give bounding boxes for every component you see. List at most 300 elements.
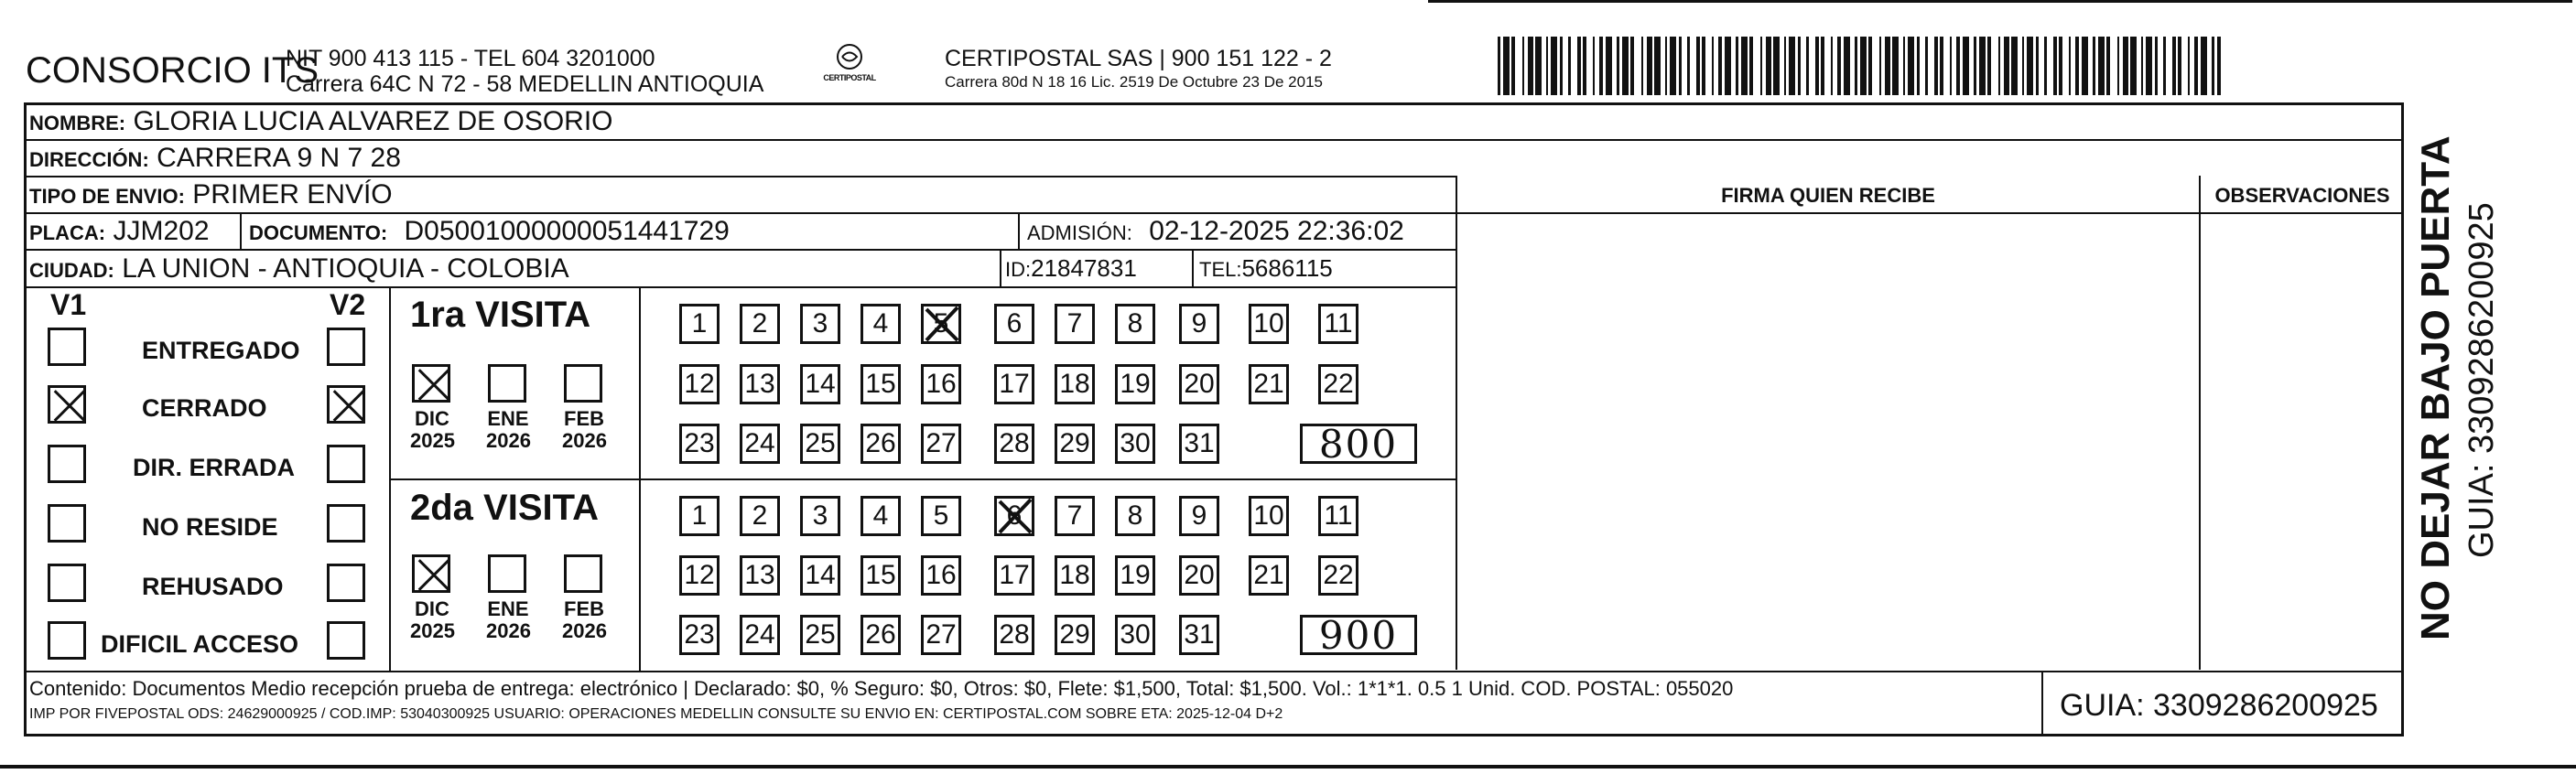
- day-number: 22: [1323, 560, 1354, 590]
- barcode-bar: [1998, 37, 2000, 95]
- barcode-bar: [2155, 37, 2158, 95]
- barcode-bar: [1606, 37, 1612, 95]
- tel-value: 5686115: [1241, 254, 1333, 282]
- barcode-bar: [2212, 37, 2214, 95]
- day-number: 11: [1324, 500, 1353, 531]
- day-box[interactable]: [679, 615, 720, 655]
- day-box[interactable]: [921, 424, 961, 464]
- day-box[interactable]: [1318, 304, 1358, 344]
- barcode-bar: [1885, 37, 1890, 95]
- day-number: 17: [999, 369, 1030, 399]
- barcode-bar: [2022, 37, 2024, 95]
- barcode-bar: [1844, 37, 1850, 95]
- barcode-bar: [2217, 37, 2221, 95]
- v2-checkbox[interactable]: [327, 621, 365, 660]
- barcode-bar: [1654, 37, 1661, 95]
- barcode-bar: [1815, 37, 1819, 95]
- bottom-rule: [0, 765, 2576, 769]
- barcode-bar: [1821, 37, 1824, 95]
- barcode-bar: [2036, 37, 2039, 95]
- barcode-bar: [1687, 37, 1690, 95]
- barcode-bar: [1766, 37, 1771, 95]
- month-year: 2026: [486, 429, 531, 452]
- barcode-bar: [1560, 37, 1563, 95]
- v1-checkbox[interactable]: [48, 328, 86, 366]
- barcode-bar: [1617, 37, 1619, 95]
- barcode-bar: [1522, 37, 1524, 95]
- day-number: 25: [805, 619, 836, 650]
- day-number: 3: [812, 308, 828, 339]
- day-number: 1: [691, 500, 708, 531]
- day-number: 18: [1059, 369, 1090, 399]
- v1-checkbox[interactable]: [48, 445, 86, 483]
- v2-checkbox[interactable]: [327, 328, 365, 366]
- row-line: [24, 286, 1456, 288]
- day-number: 24: [744, 619, 775, 650]
- day-box[interactable]: [1115, 364, 1155, 404]
- barcode-bar: [2146, 37, 2152, 95]
- day-box[interactable]: [800, 555, 840, 596]
- barcode-bar: [1837, 37, 1841, 95]
- barcode-bar: [1583, 37, 1586, 95]
- tel-label: TEL:: [1199, 258, 1242, 281]
- id-value: 21847831: [1031, 254, 1137, 282]
- barcode-bar: [1956, 37, 1960, 95]
- placa-value: JJM202: [113, 216, 210, 246]
- barcode-bar: [2178, 37, 2181, 95]
- barcode-bar: [1784, 37, 1786, 95]
- day-box[interactable]: [921, 496, 961, 536]
- day-number: 3: [812, 500, 828, 531]
- carrier-address: Carrera 80d N 18 16 Lic. 2519 De Octubre 23 De 2015: [945, 73, 1323, 91]
- barcode-bar: [1987, 37, 1991, 95]
- barcode-bar: [1925, 37, 1928, 95]
- day-number: 14: [805, 369, 836, 399]
- barcode-bar: [1950, 37, 1952, 95]
- day-number: 29: [1059, 619, 1090, 650]
- footer-imp: IMP POR FIVEPOSTAL ODS: 24629000925 / COD.IMP: 53040300925 USUARIO: OPERACIONES MEDELLIN CONSULTE SU ENVIO EN: CERTIPOSTAL.COM SOBRE ETA: 2025-12-04 D+2: [29, 706, 1283, 722]
- day-number: 31: [1184, 428, 1215, 458]
- day-number: 12: [684, 560, 715, 590]
- day-number: 1: [691, 308, 708, 339]
- barcode-bar: [1749, 37, 1753, 95]
- day-box[interactable]: [1318, 496, 1358, 536]
- day-number: 6: [1006, 500, 1023, 531]
- day-number: 19: [1120, 560, 1151, 590]
- day-number: 23: [684, 619, 715, 650]
- day-box[interactable]: [1115, 555, 1155, 596]
- month-checkbox[interactable]: [488, 364, 526, 403]
- month-label: [562, 598, 606, 642]
- barcode-bar: [1760, 37, 1762, 95]
- day-box[interactable]: [800, 424, 840, 464]
- firma-header: FIRMA QUIEN RECIBE: [1721, 184, 1935, 207]
- day-box[interactable]: [994, 555, 1034, 596]
- day-box[interactable]: [1115, 496, 1155, 536]
- barcode-bar: [2194, 37, 2198, 95]
- day-number: 15: [865, 560, 896, 590]
- obs-divider: [2199, 176, 2201, 670]
- barcode-bar: [1670, 37, 1676, 95]
- side-guia-text: GUIA: 3309286200925: [2462, 202, 2501, 558]
- month-checkbox[interactable]: [488, 554, 526, 593]
- row-line: [24, 212, 2404, 214]
- barcode: [1498, 37, 2221, 95]
- carrier-name: CERTIPOSTAL SAS | 900 151 122 - 2: [945, 46, 1332, 71]
- tel-divider: [1192, 249, 1194, 286]
- barcode-bar: [2011, 37, 2018, 95]
- v1-checkbox[interactable]: [48, 621, 86, 660]
- section-divider: [1456, 176, 1457, 670]
- barcode-bar: [1773, 37, 1780, 95]
- day-number: 7: [1066, 500, 1083, 531]
- tipo-label: TIPO DE ENVIO:: [29, 185, 185, 208]
- day-box[interactable]: [921, 364, 961, 404]
- barcode-bar: [1974, 37, 1976, 95]
- barcode-bar: [1855, 37, 1857, 95]
- id-divider: [1000, 249, 1001, 286]
- direccion-value: CARRERA 9 N 7 28: [157, 143, 401, 173]
- month-name: FEB: [564, 597, 604, 620]
- month-name: ENE: [487, 597, 529, 620]
- month-label: [410, 598, 454, 642]
- day-box[interactable]: [1318, 555, 1358, 596]
- day-number: 12: [684, 369, 715, 399]
- barcode-bar: [1577, 37, 1581, 95]
- day-number: 14: [805, 560, 836, 590]
- month-year: 2025: [410, 429, 455, 452]
- month-name: DIC: [415, 597, 449, 620]
- day-box[interactable]: [740, 304, 780, 344]
- nombre-value: GLORIA LUCIA ALVAREZ DE OSORIO: [133, 106, 613, 136]
- admision-divider: [1018, 212, 1020, 249]
- day-box[interactable]: [740, 424, 780, 464]
- status-label: DIR. ERRADA: [133, 454, 296, 481]
- barcode-bar: [2069, 37, 2071, 95]
- day-number: 11: [1324, 308, 1353, 339]
- id-cell: [1005, 254, 1137, 283]
- day-number: 17: [999, 560, 1030, 590]
- month-checkbox[interactable]: [412, 364, 450, 403]
- day-box[interactable]: [921, 304, 961, 344]
- status-label: REHUSADO: [142, 573, 284, 600]
- status-label: DIFICIL ACCESO: [101, 630, 299, 658]
- day-number: 20: [1184, 369, 1215, 399]
- month-checkbox[interactable]: [412, 554, 450, 593]
- day-number: 9: [1191, 500, 1207, 531]
- day-box[interactable]: [800, 364, 840, 404]
- documento-label: DOCUMENTO:: [249, 221, 388, 244]
- day-number: 19: [1120, 369, 1151, 399]
- day-number: 31: [1184, 619, 1215, 650]
- handwritten-time: 900: [1318, 612, 1399, 658]
- day-number: 25: [805, 428, 836, 458]
- day-box[interactable]: [1318, 364, 1358, 404]
- barcode-bar: [1498, 37, 1500, 95]
- day-number: 24: [744, 428, 775, 458]
- barcode-bar: [1940, 37, 1943, 95]
- v2-checkbox[interactable]: [327, 445, 365, 483]
- day-box[interactable]: [860, 304, 901, 344]
- day-box[interactable]: [740, 364, 780, 404]
- day-number: 2: [752, 500, 768, 531]
- day-box[interactable]: [860, 496, 901, 536]
- barcode-bar: [1741, 37, 1748, 95]
- handwritten-time: 800: [1318, 421, 1399, 467]
- day-box[interactable]: [1249, 304, 1289, 344]
- day-number: 26: [865, 619, 896, 650]
- handwritten-time-box[interactable]: [1300, 612, 1417, 658]
- day-number: 30: [1120, 428, 1151, 458]
- day-box[interactable]: [921, 555, 961, 596]
- barcode-bar: [2130, 37, 2137, 95]
- day-number: 4: [872, 308, 889, 339]
- visit-grid-divider: [639, 286, 641, 671]
- ciudad-value: LA UNION - ANTIOQUIA - COLOBIA: [122, 253, 569, 284]
- day-box[interactable]: [1179, 615, 1219, 655]
- first-visit-title: 1ra VISITA: [410, 295, 591, 335]
- month-label: [562, 408, 606, 452]
- top-rule: [1428, 0, 2572, 3]
- barcode-bar: [2117, 37, 2119, 95]
- footer-guia: GUIA: 3309286200925: [2060, 688, 2378, 723]
- day-box[interactable]: [740, 555, 780, 596]
- day-box[interactable]: [994, 424, 1034, 464]
- month-year: 2026: [562, 619, 607, 642]
- barcode-bar: [1879, 37, 1881, 95]
- barcode-bar: [1963, 37, 1969, 95]
- barcode-bar: [1546, 37, 1548, 95]
- day-box[interactable]: [994, 496, 1034, 536]
- day-box[interactable]: [679, 304, 720, 344]
- day-box[interactable]: [1115, 304, 1155, 344]
- day-number: 4: [872, 500, 889, 531]
- barcode-bar: [2053, 37, 2057, 95]
- documento-cell: [249, 216, 730, 247]
- day-box[interactable]: [1249, 496, 1289, 536]
- placa-label: PLACA:: [29, 221, 106, 244]
- day-number: 20: [1184, 560, 1215, 590]
- day-box[interactable]: [1179, 555, 1219, 596]
- barcode-bar: [1979, 37, 1986, 95]
- day-box[interactable]: [1179, 364, 1219, 404]
- day-number: 27: [925, 428, 957, 458]
- day-number: 21: [1253, 369, 1284, 399]
- tipo-value: PRIMER ENVÍO: [192, 179, 393, 210]
- day-number: 15: [865, 369, 896, 399]
- barcode-bar: [1551, 37, 1557, 95]
- day-box[interactable]: [1055, 496, 1095, 536]
- row-line: [24, 249, 1456, 251]
- barcode-bar: [1528, 37, 1533, 95]
- day-check-mark: [921, 304, 961, 344]
- day-number: 10: [1253, 500, 1284, 531]
- day-box[interactable]: [860, 364, 901, 404]
- footer-guia-divider: [2041, 671, 2043, 736]
- day-box[interactable]: [860, 555, 901, 596]
- day-box[interactable]: [679, 555, 720, 596]
- day-box[interactable]: [860, 615, 901, 655]
- day-number: 8: [1127, 308, 1143, 339]
- barcode-bar: [2123, 37, 2128, 95]
- day-number: 22: [1323, 369, 1354, 399]
- tipo-row: [29, 179, 393, 210]
- day-box[interactable]: [1055, 424, 1095, 464]
- barcode-bar: [1860, 37, 1867, 95]
- barcode-bar: [1712, 37, 1714, 95]
- day-box[interactable]: [740, 615, 780, 655]
- id-label: ID:: [1005, 258, 1032, 281]
- status-label: CERRADO: [142, 394, 267, 422]
- day-number: 26: [865, 428, 896, 458]
- day-number: 29: [1059, 428, 1090, 458]
- day-number: 10: [1253, 308, 1284, 339]
- day-box[interactable]: [1249, 555, 1289, 596]
- day-box[interactable]: [1179, 304, 1219, 344]
- day-number: 18: [1059, 560, 1090, 590]
- direccion-label: DIRECCIÓN:: [29, 148, 149, 171]
- admision-cell: [1027, 216, 1404, 247]
- day-box[interactable]: [1115, 424, 1155, 464]
- barcode-bar: [2141, 37, 2143, 95]
- day-box[interactable]: [1055, 364, 1095, 404]
- barcode-bar: [1903, 37, 1905, 95]
- day-number: 28: [999, 619, 1030, 650]
- logo-text: CERTIPOSTAL: [823, 73, 876, 82]
- day-box[interactable]: [860, 424, 901, 464]
- barcode-bar: [1622, 37, 1629, 95]
- day-number: 5: [933, 308, 949, 339]
- row-line: [24, 139, 2404, 141]
- ciudad-label: CIUDAD:: [29, 259, 114, 282]
- barcode-bar: [2075, 37, 2079, 95]
- barcode-bar: [1599, 37, 1603, 95]
- ciudad-cell: [29, 253, 569, 285]
- barcode-bar: [2093, 37, 2095, 95]
- v1-label: V1: [50, 288, 87, 321]
- barcode-bar: [1917, 37, 1920, 95]
- barcode-bar: [2082, 37, 2088, 95]
- certipostal-logo: [815, 40, 884, 91]
- v2-checkbox[interactable]: [327, 385, 365, 424]
- barcode-bar: [2172, 37, 2176, 95]
- barcode-bar: [1696, 37, 1700, 95]
- barcode-bar: [1789, 37, 1795, 95]
- second-visit-title: 2da VISITA: [410, 488, 599, 528]
- barcode-bar: [2059, 37, 2062, 95]
- v2-label: V2: [330, 288, 366, 321]
- month-year: 2026: [562, 429, 607, 452]
- status-label: ENTREGADO: [142, 337, 300, 364]
- handwritten-time-box[interactable]: [1300, 421, 1417, 467]
- day-number: 23: [684, 428, 715, 458]
- footer-content: Contenido: Documentos Medio recepción prueba de entrega: electrónico | Declarado: $0, % Seguro: $0, Otros: $0, Flete: $1,500, Total: $1,500. Vol.: 1*1*1. 0.5 1 Unid. COD. POSTAL: 055020: [29, 677, 1734, 700]
- day-number: 27: [925, 619, 957, 650]
- v2-checkbox[interactable]: [327, 564, 365, 602]
- barcode-bar: [1535, 37, 1542, 95]
- day-box[interactable]: [679, 424, 720, 464]
- day-box[interactable]: [994, 304, 1034, 344]
- month-name: FEB: [564, 407, 604, 430]
- barcode-bar: [1702, 37, 1705, 95]
- day-check-mark: [994, 496, 1034, 536]
- day-box[interactable]: [1055, 304, 1095, 344]
- month-name: DIC: [415, 407, 449, 430]
- day-box[interactable]: [679, 496, 720, 536]
- day-number: 5: [933, 500, 949, 531]
- day-number: 7: [1066, 308, 1083, 339]
- barcode-bar: [1736, 37, 1738, 95]
- barcode-bar: [1641, 37, 1643, 95]
- day-box[interactable]: [800, 615, 840, 655]
- company-name: CONSORCIO ITS: [26, 50, 319, 91]
- v2-checkbox[interactable]: [327, 504, 365, 543]
- day-box[interactable]: [994, 615, 1034, 655]
- day-box[interactable]: [1055, 555, 1095, 596]
- footer-rule: [24, 671, 2404, 672]
- tel-cell: [1199, 254, 1333, 283]
- barcode-bar: [1630, 37, 1634, 95]
- day-box[interactable]: [679, 364, 720, 404]
- placa-cell: [29, 216, 210, 247]
- barcode-bar: [1718, 37, 1722, 95]
- day-number: 13: [744, 560, 775, 590]
- visit-mid-divider: [389, 478, 1456, 480]
- day-number: 16: [925, 560, 957, 590]
- v1-checkbox[interactable]: [48, 385, 86, 424]
- month-name: ENE: [487, 407, 529, 430]
- side-warning-text: NO DEJAR BAJO PUERTA: [2413, 135, 2458, 640]
- month-label: [410, 408, 454, 452]
- observaciones-header: OBSERVACIONES: [2214, 184, 2390, 207]
- day-box[interactable]: [800, 304, 840, 344]
- barcode-bar: [1934, 37, 1938, 95]
- day-number: 16: [925, 369, 957, 399]
- day-number: 28: [999, 428, 1030, 458]
- day-number: 13: [744, 369, 775, 399]
- v1-checkbox[interactable]: [48, 504, 86, 543]
- day-box[interactable]: [921, 615, 961, 655]
- barcode-bar: [2201, 37, 2207, 95]
- day-box[interactable]: [1055, 615, 1095, 655]
- barcode-bar: [1831, 37, 1833, 95]
- day-number: 2: [752, 308, 768, 339]
- barcode-bar: [1908, 37, 1914, 95]
- barcode-bar: [1806, 37, 1809, 95]
- day-box[interactable]: [994, 364, 1034, 404]
- day-box[interactable]: [1179, 496, 1219, 536]
- barcode-bar: [2098, 37, 2105, 95]
- nombre-row: [29, 106, 613, 137]
- v1-checkbox[interactable]: [48, 564, 86, 602]
- nombre-label: NOMBRE:: [29, 112, 126, 134]
- day-box[interactable]: [740, 496, 780, 536]
- day-box[interactable]: [1249, 364, 1289, 404]
- barcode-bar: [1503, 37, 1510, 95]
- month-label: [486, 598, 530, 642]
- barcode-bar: [2163, 37, 2166, 95]
- barcode-bar: [1679, 37, 1682, 95]
- day-box[interactable]: [800, 496, 840, 536]
- day-box[interactable]: [1115, 615, 1155, 655]
- month-checkbox[interactable]: [564, 554, 602, 593]
- day-box[interactable]: [1179, 424, 1219, 464]
- company-nit-tel: NIT 900 413 115 - TEL 604 3201000: [286, 46, 655, 71]
- admision-label: ADMISIÓN:: [1027, 221, 1132, 244]
- month-checkbox[interactable]: [564, 364, 602, 403]
- company-address: Carrera 64C N 72 - 58 MEDELLIN ANTIOQUIA: [286, 71, 764, 97]
- barcode-bar: [1892, 37, 1899, 95]
